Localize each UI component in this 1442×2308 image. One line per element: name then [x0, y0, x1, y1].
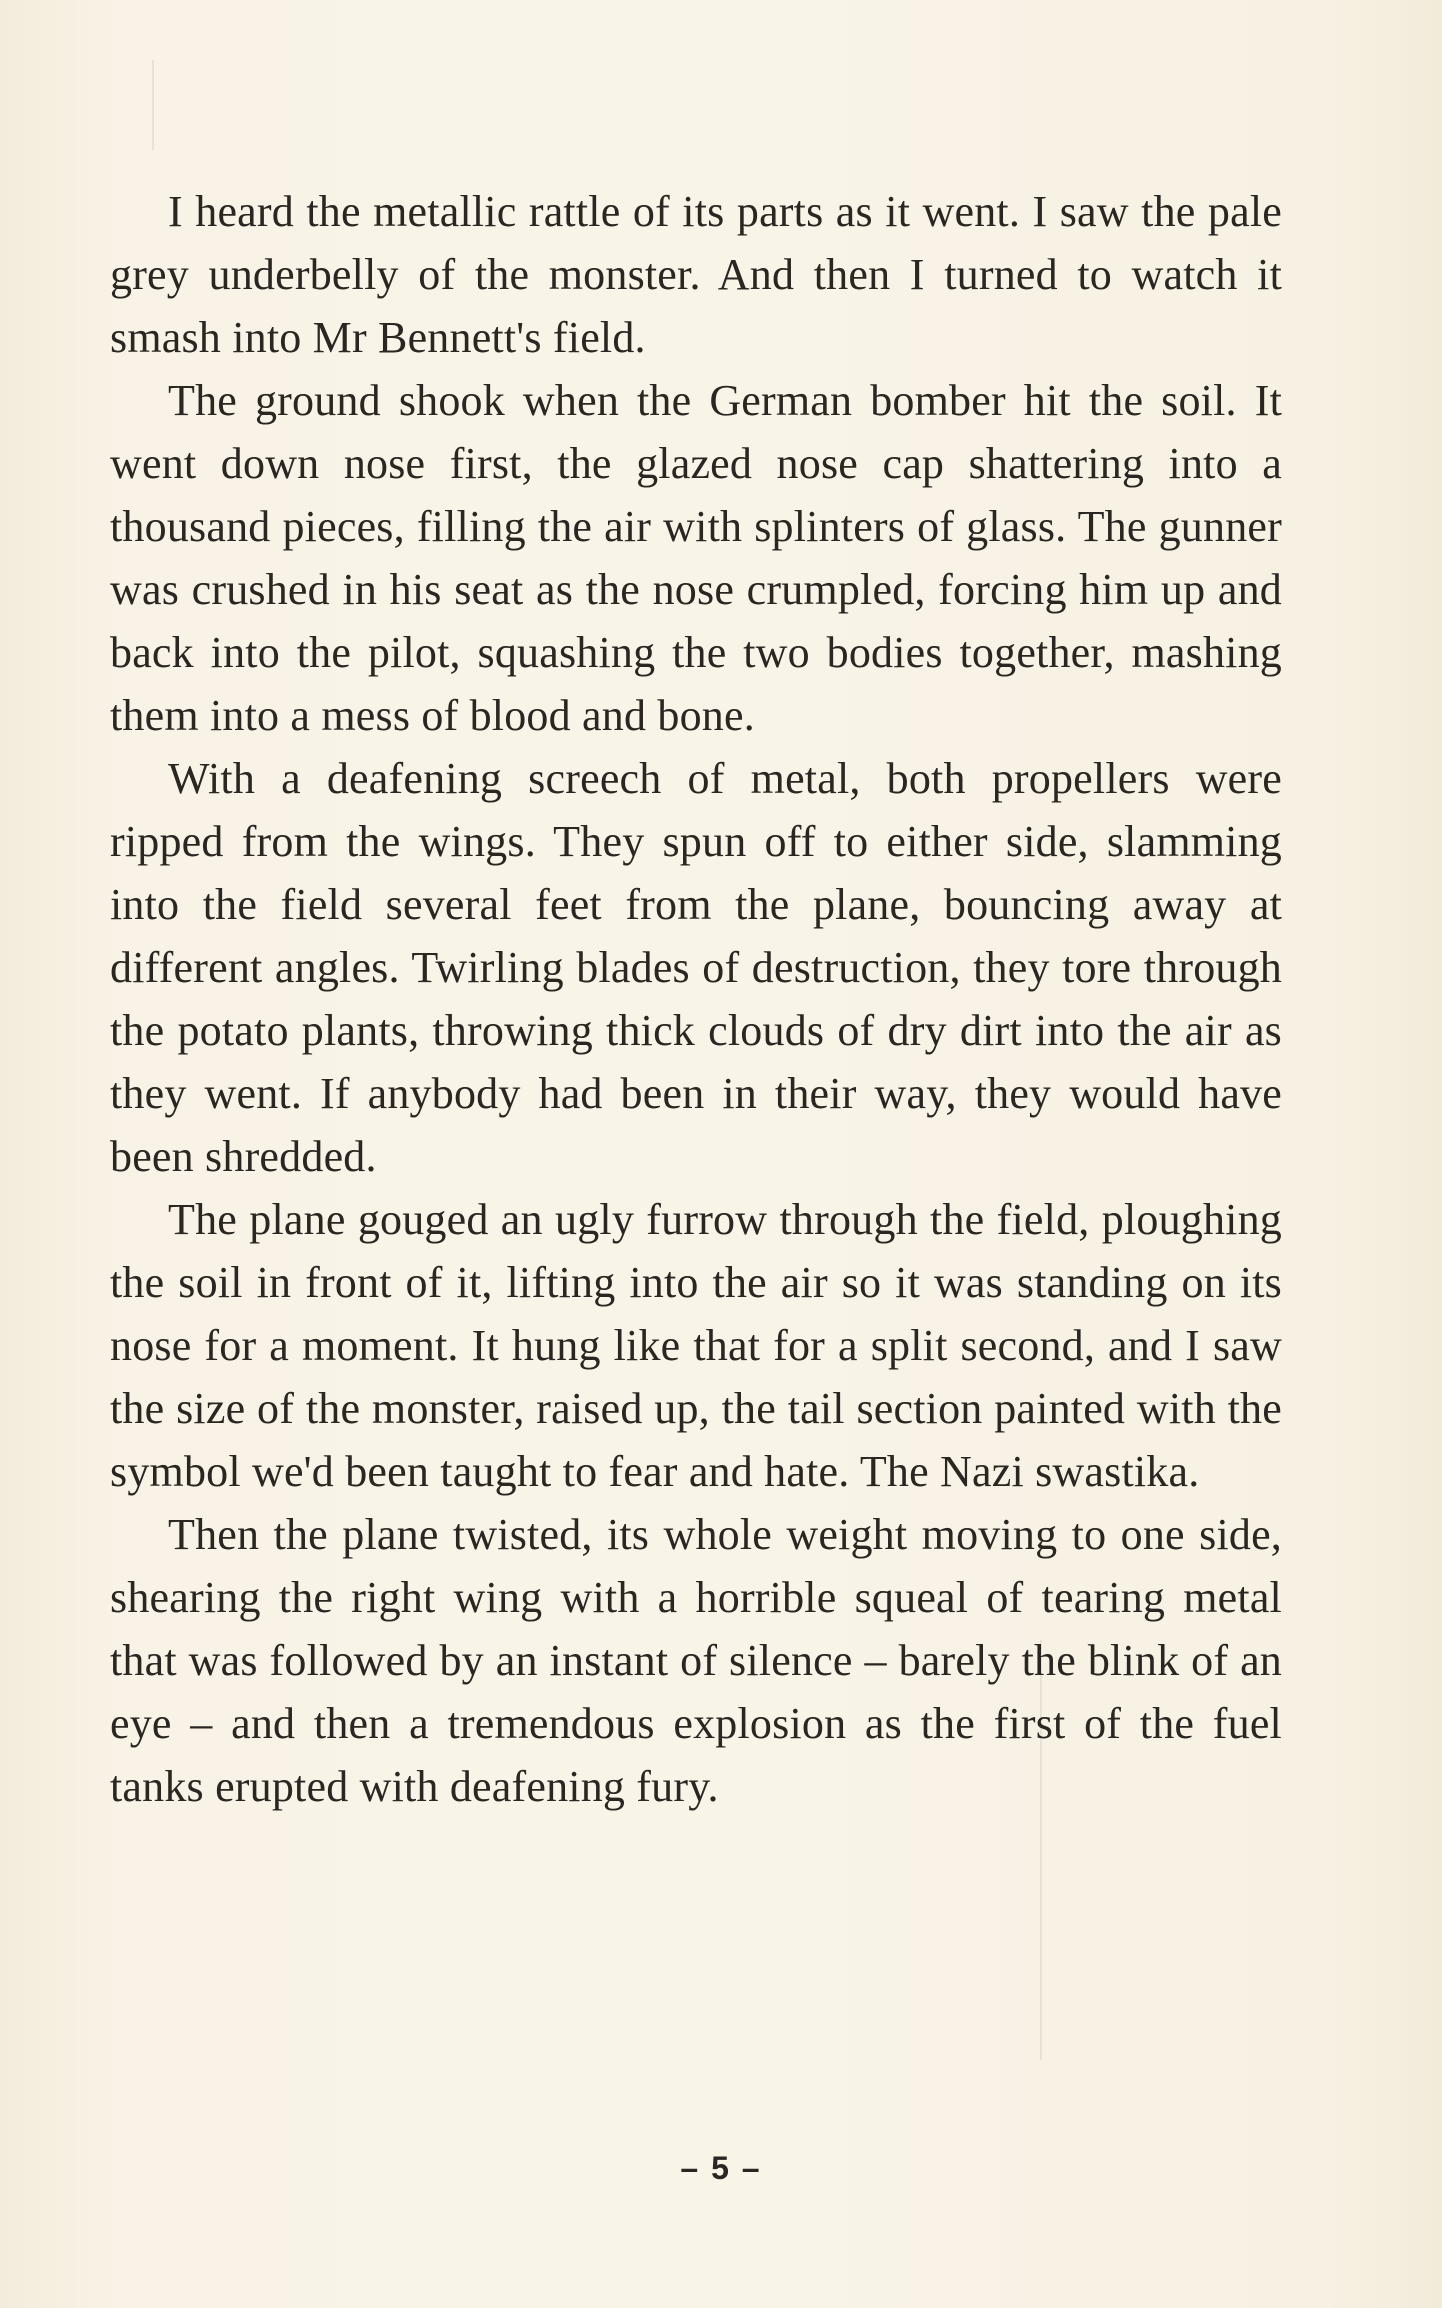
body-text — [110, 180, 1282, 1818]
paragraph: I heard the metallic rattle of its parts as it went. I saw the pale grey underbelly of the monster. And then I turned to watch it smash into Mr Bennett's field. — [110, 187, 1282, 362]
page-number: – 5 – — [680, 2150, 762, 2186]
paragraph: With a deafening screech of metal, both propellers were ripped from the wings. They spun off to either side, slamming into the field several feet from the plane, bouncing away at different angles. Twirling blades of destruction, they tore through the potato plants, throwing thick clouds of dry dirt into the air as they went. If anybody had been in their way, they would have been shredded. — [110, 754, 1282, 1181]
paragraph: The plane gouged an ugly furrow through the field, ploughing the soil in front of it, lifting into the air so it was standing on its nose for a moment. It hung like that for a split second, and I saw the size of the monster, raised up, the tail section painted with the symbol we'd been taught to fear and hate. The Nazi swastika. — [110, 1195, 1282, 1496]
page-crease — [152, 60, 154, 150]
paragraph: Then the plane twisted, its whole weight moving to one side, shearing the right wing with a horrible squeal of tearing metal that was followed by an instant of silence – barely the blink of an eye – and then a tremendous explosion as the first of the fuel tanks erupted with deafening fury. — [110, 1510, 1282, 1811]
paragraph: The ground shook when the German bomber hit the soil. It went down nose first, the glazed nose cap shattering into a thousand pieces, filling the air with splinters of glass. The gunner was crushed in his seat as the nose crumpled, forcing him up and back into the pilot, squashing the two bodies together, mashing them into a mess of blood and bone. — [110, 376, 1282, 740]
